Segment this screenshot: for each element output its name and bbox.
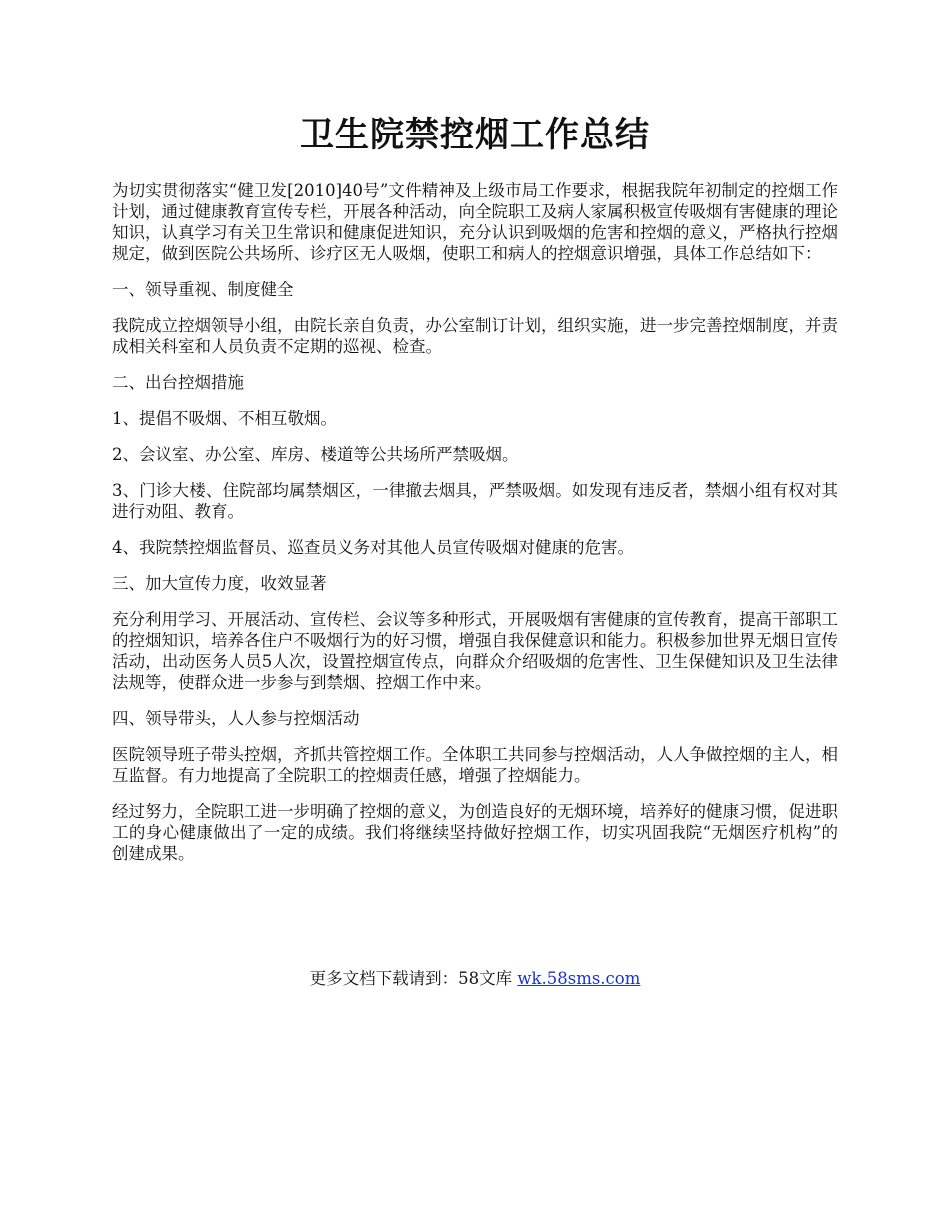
measure-item-3: 3、门诊大楼、住院部均属禁烟区，一律撤去烟具，严禁吸烟。如发现有违反者，禁烟小组有权对其进行劝阻、教育。 xyxy=(112,481,838,521)
document-body xyxy=(112,180,838,879)
conclusion-paragraph: 经过努力，全院职工进一步明确了控烟的意义，为创造良好的无烟环境，培养好的健康习惯，促进职工的身心健康做出了一定的成绩。我们将继续坚持做好控烟工作，切实巩固我院“无烟医疗机构”的创建成果。 xyxy=(112,802,838,863)
section-heading-2: 二、出台控烟措施 xyxy=(112,373,244,392)
measure-item-4: 4、我院禁控烟监督员、巡查员义务对其他人员宣传吸烟对健康的危害。 xyxy=(112,538,634,557)
footer-link[interactable]: wk.58sms.com xyxy=(517,969,641,988)
download-footer xyxy=(0,968,950,990)
section-body-4: 医院领导班子带头控烟，齐抓共管控烟工作。全体职工共同参与控烟活动，人人争做控烟的主人，相互监督。有力地提高了全院职工的控烟责任感，增强了控烟能力。 xyxy=(112,745,838,785)
footer-text: 更多文档下载请到：58文库 xyxy=(309,969,518,988)
intro-paragraph: 为切实贯彻落实“健卫发[2010]40号”文件精神及上级市局工作要求，根据我院年初制定的控烟工作计划，通过健康教育宣传专栏，开展各种活动，向全院职工及病人家属积极宣传吸烟有害健康的理论知识，认真学习有关卫生常识和健康促进知识，充分认识到吸烟的危害和控烟的意义，严格执行控烟规定，做到医院公共场所、诊疗区无人吸烟，使职工和病人的控烟意识增强，具体工作总结如下： xyxy=(112,181,838,263)
section-heading-4: 四、领导带头，人人参与控烟活动 xyxy=(112,709,360,728)
document-title: 卫生院禁控烟工作总结 xyxy=(300,115,650,155)
section-heading-3: 三、加大宣传力度，收效显著 xyxy=(112,574,327,593)
section-body-3: 充分利用学习、开展活动、宣传栏、会议等多种形式，开展吸烟有害健康的宣传教育，提高干部职工的控烟知识，培养各住户不吸烟行为的好习惯，增强自我保健意识和能力。积极参加世界无烟日宣传活动，出动医务人员5人次，设置控烟宣传点，向群众介绍吸烟的危害性、卫生保健知识及卫生法律法规等，使群众进一步参与到禁烟、控烟工作中来。 xyxy=(112,610,838,692)
measure-item-1: 1、提倡不吸烟、不相互敬烟。 xyxy=(112,409,337,428)
section-heading-1: 一、领导重视、制度健全 xyxy=(112,280,294,299)
section-body-1: 我院成立控烟领导小组，由院长亲自负责，办公室制订计划，组织实施，进一步完善控烟制度，并责成相关科室和人员负责不定期的巡视、检查。 xyxy=(112,316,838,356)
measure-item-2: 2、会议室、办公室、库房、楼道等公共场所严禁吸烟。 xyxy=(112,445,519,464)
